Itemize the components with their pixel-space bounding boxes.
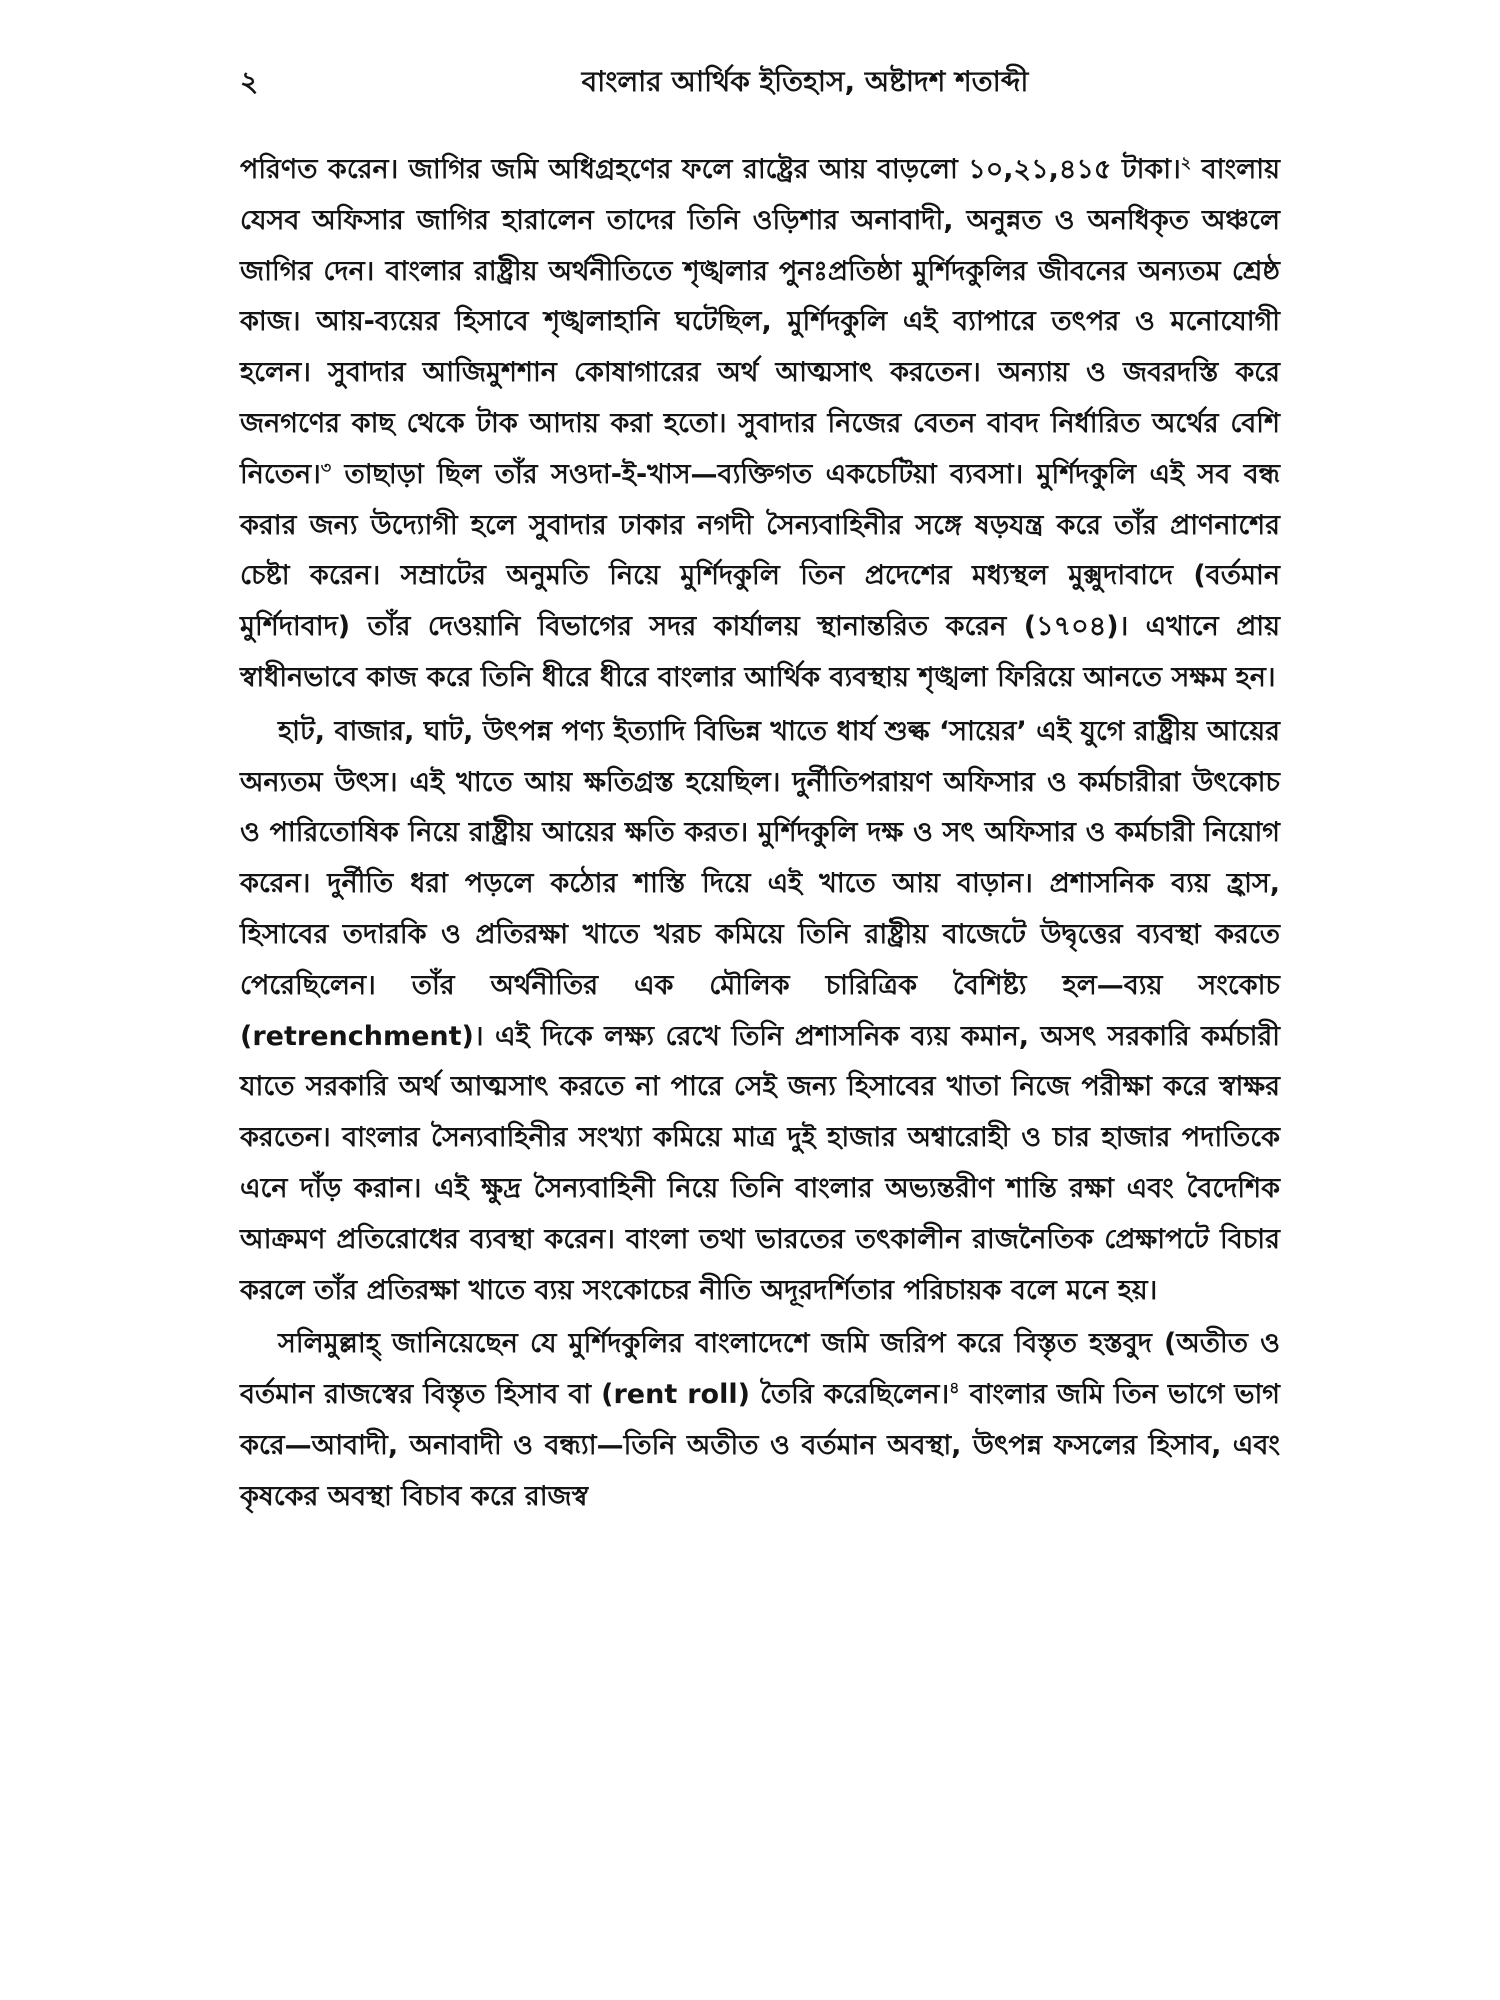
page-number: ২ [240, 65, 259, 98]
paragraph-1 [240, 145, 1280, 704]
running-head: বাংলার আর্থিক ইতিহাস, অষ্টাদশ শতাব্দী [581, 65, 1029, 98]
page-header [240, 62, 1280, 102]
footnote-marker: ৪ [949, 1378, 960, 1398]
footnote-marker: ২ [1180, 153, 1192, 172]
footnote-marker: ৩ [320, 457, 332, 477]
body-text [240, 145, 1280, 1523]
paragraph-2 [240, 707, 1280, 1317]
text-segment: পরিণত করেন। জাগির জমি অধিগ্রহণের ফলে রাষ্ট্রের আয় বাড়লো ১০,২১,৪১৫ টাকা। [240, 154, 1181, 185]
text-segment: বাংলায় যেসব অফিসার জাগির হারালেন তাদের তিনি ওড়িশার অনাবাদী, অনুন্নত ও অনধিকৃত অঞ্চলে জাগির দেন। বাংলার রাষ্ট্রীয় অর্থনীতিতে শৃঙ্খলার পুনঃপ্রতিষ্ঠা মুর্শিদকুলির জীবনের অন্যতম শ্রেষ্ঠ কাজ। আয়-ব্যয়ের হিসাবে শৃঙ্খলাহানি ঘটেছিল, মুর্শিদকুলি এই ব্যাপারে তৎপর ও মনোযোগী হলেন। সুবাদার আজিমুশশান কোষাগারের অর্থ আত্মসাৎ করতেন। অন্যায় ও জবরদস্তি করে জনগণের কাছ থেকে টাক আদায় করা হতো। সুবাদার নিজের বেতন বাবদ নির্ধারিত অর্থের বেশি নিতেন। [240, 154, 1280, 490]
text-segment: সলিমুল্লাহ্ জানিয়েছেন যে মুর্শিদকুলির বাংলাদেশে জমি জরিপ করে বিস্তৃত হস্তবুদ (অতীত ও বর্তমান রাজস্বের বিস্তৃত হিসাব বা (rent roll) তৈরি করেছিলেন। [240, 1328, 1280, 1411]
text-segment: হাট, বাজার, ঘাট, উৎপন্ন পণ্য ইত্যাদি বিভিন্ন খাতে ধার্য শুল্ক ‘সায়ের’ এই যুগে রাষ্ট্রীয় আয়ের অন্যতম উৎস। এই খাতে আয় ক্ষতিগ্রস্ত হয়েছিল। দুর্নীতিপরায়ণ অফিসার ও কর্মচারীরা উৎকোচ ও পারিতোষিক নিয়ে রাষ্ট্রীয় আয়ের ক্ষতি করত। মুর্শিদকুলি দক্ষ ও সৎ অফিসার ও কর্মচারী নিয়োগ করেন। দুর্নীতি ধরা পড়লে কঠোর শাস্তি দিয়ে এই খাতে আয় বাড়ান। প্রশাসনিক ব্যয় হ্রাস, হিসাবের তদারকি ও প্রতিরক্ষা খাতে খরচ কমিয়ে তিনি রাষ্ট্রীয় বাজেটে উদ্বৃত্তের ব্যবস্থা করতে পেরেছিলেন। তাঁর অর্থনীতির এক মৌলিক চারিত্রিক বৈশিষ্ট্য হল—ব্যয় সংকোচ (retrenchment)। এই দিকে লক্ষ্য রেখে তিনি প্রশাসনিক ব্যয় কমান, অসৎ সরকারি কর্মচারী যাতে সরকারি অর্থ আত্মসাৎ করতে না পারে সেই জন্য হিসাবের খাতা নিজে পরীক্ষা করে স্বাক্ষর করতেন। বাংলার সৈন্যবাহিনীর সংখ্যা কমিয়ে মাত্র দুই হাজার অশ্বারোহী ও চার হাজার পদাতিকে এনে দাঁড় করান। এই ক্ষুদ্র সৈন্যবাহিনী নিয়ে তিনি বাংলার অভ্যন্তরীণ শান্তি রক্ষা এবং বৈদেশিক আক্রমণ প্রতিরোধের ব্যবস্থা করেন। বাংলা তথা ভারতের তৎকালীন রাজনৈতিক প্রেক্ষাপটে বিচার করলে তাঁর প্রতিরক্ষা খাতে ব্যয় সংকোচের নীতি অদূরদর্শিতার পরিচায়ক বলে মনে হয়। [240, 715, 1280, 1306]
paragraph-3 [240, 1319, 1280, 1522]
text-segment: বাংলার জমি তিন ভাগে ভাগ করে—আবাদী, অনাবাদী ও বন্ধ্যা—তিনি অতীত ও বর্তমান অবস্থা, উৎপন্ন ফসলের হিসাব, এবং কৃষকের অবস্থা বিচাব করে রাজস্ব [240, 1379, 1280, 1512]
text-segment: তাছাড়া ছিল তাঁর সওদা-ই-খাস—ব্যক্তিগত একচেটিয়া ব্যবসা। মুর্শিদকুলি এই সব বন্ধ করার জন্য উদ্যোগী হলে সুবাদার ঢাকার নগদী সৈন্যবাহিনীর সঙ্গে ষড়যন্ত্র করে তাঁর প্রাণনাশের চেষ্টা করেন। সম্রাটের অনুমতি নিয়ে মুর্শিদকুলি তিন প্রদেশের মধ্যস্থল মুক্সুদাবাদে (বর্তমান মুর্শিদাবাদ) তাঁর দেওয়ানি বিভাগের সদর কার্যালয় স্থানান্তরিত করেন (১৭০৪)। এখানে প্রায় স্বাধীনভাবে কাজ করে তিনি ধীরে ধীরে বাংলার আর্থিক ব্যবস্থায় শৃঙ্খলা ফিরিয়ে আনতে সক্ষম হন। [240, 458, 1280, 693]
